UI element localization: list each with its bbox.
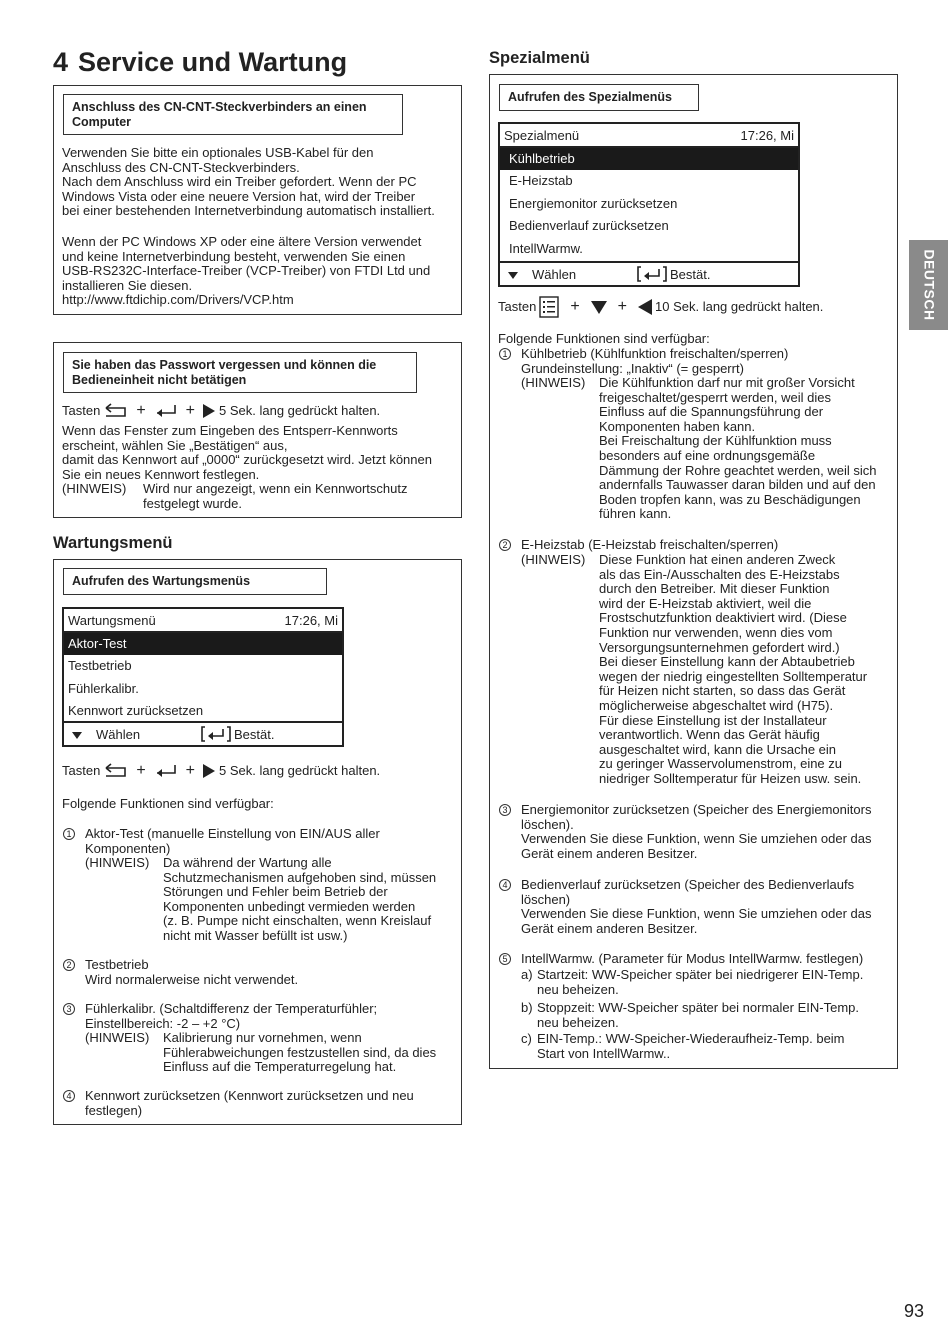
connect-paragraph-2: Wenn der PC Windows XP oder eine ältere Version verwendet und keine Internetverbindung besteht, verwenden Sie einen USB-RS232C-Interface-Treiber (VCP-Treiber) von FTDI Ltd und installieren Sie diesen. http://www.ftdichip.com/Drivers/VCP.htm [62, 234, 431, 308]
maintenance-item-4-text: Kennwort zurücksetzen (Kennwort zurücksetzen und neu festlegen) [85, 1088, 414, 1118]
language-tab-label: DEUTSCH [920, 249, 937, 321]
enter-key-icon [153, 403, 179, 419]
back-key-icon [103, 403, 129, 419]
maintenance-item-1-text: Aktor-Test (manuelle Einstellung von EIN/AUS aller Komponenten) [85, 826, 380, 856]
screen-header [64, 609, 342, 633]
item-number-badge: 3 [499, 804, 511, 816]
menu-item-energiemonitor[interactable]: Energiemonitor zurücksetzen [509, 195, 678, 211]
password-key-combo [62, 403, 380, 419]
confirm-label: Bestät. [234, 727, 275, 742]
screen-time: 17:26, Mi [284, 613, 338, 628]
special-item-5a-label: a) [521, 967, 533, 982]
down-arrow-key-icon [591, 300, 607, 314]
plus-sign: + [185, 761, 195, 779]
connect-heading: Anschluss des CN-CNT-Steckverbinders an einen Computer [63, 94, 403, 135]
select-label: Wählen [96, 727, 141, 742]
special-item-4-text: Bedienverlauf zurücksetzen (Speicher des Bedienverlaufs löschen) Verwenden Sie diese Funktion, wenn Sie umziehen oder das Gerät einem anderen Besitzer. [521, 877, 872, 936]
page-title [53, 47, 347, 77]
menu-item-kennwort-zuruecksetzen[interactable]: Kennwort zurücksetzen [68, 703, 204, 719]
special-item-5b-label: b) [521, 1000, 533, 1015]
menu-item-testbetrieb[interactable]: Testbetrieb [68, 658, 132, 674]
maintenance-item-2-text: Testbetrieb Wird normalerweise nicht verwendet. [85, 957, 299, 987]
down-arrow-icon [72, 732, 82, 739]
maintenance-menu-screen [62, 607, 344, 747]
confirm-enter-icon [201, 726, 231, 742]
plus-sign: + [617, 297, 627, 315]
special-item-1-hint-label: (HINWEIS) [521, 375, 586, 390]
item-number-badge: 4 [63, 1090, 75, 1102]
special-item-2-text: E-Heizstab (E-Heizstab freischalten/sperren) [521, 537, 779, 552]
down-arrow-icon [508, 272, 518, 279]
maintenance-item-3-text: Fühlerkalibr. (Schaltdifferenz der Temperaturfühler; Einstellbereich: -2 – +2 °C) [85, 1001, 378, 1031]
select-label: Wählen [532, 267, 577, 282]
maintenance-item-3-hint-label: (HINWEIS) [85, 1030, 150, 1045]
menu-item-aktor-test[interactable]: Aktor-Test [64, 633, 342, 655]
menu-item-e-heizstab[interactable]: E-Heizstab [509, 173, 573, 189]
special-item-1-text: Kühlbetrieb (Kühlfunktion freischalten/sperren) Grundeinstellung: „Inaktiv“ (= gesperrt) [521, 346, 789, 376]
special-item-3-text: Energiemonitor zurücksetzen (Speicher des Energiemonitors löschen). Verwenden Sie diese Funktion, wenn Sie umziehen oder das Gerät einem anderen Besitzer. [521, 802, 872, 861]
item-number-badge: 5 [499, 953, 511, 965]
special-menu-screen [498, 122, 800, 287]
keys-suffix: 5 Sek. lang gedrückt halten. [219, 762, 381, 778]
maintenance-heading: Aufrufen des Wartungsmenüs [63, 568, 327, 595]
maintenance-item-1-hint-label: (HINWEIS) [85, 855, 150, 870]
password-hint-label: (HINWEIS) [62, 481, 127, 496]
password-hint-text: Wird nur angezeigt, wenn ein Kennwortschutz festgelegt wurde. [143, 481, 408, 511]
screen-time: 17:26, Mi [740, 128, 794, 143]
plus-sign: + [570, 297, 580, 315]
item-number-badge: 3 [63, 1003, 75, 1015]
plus-sign: + [136, 401, 146, 419]
keys-prefix: Tasten [62, 762, 101, 778]
right-arrow-key-icon [202, 404, 216, 418]
password-body: Wenn das Fenster zum Eingeben des Entsperr-Kennworts erscheint, wählen Sie „Bestätigen“ aus, damit das Kennwort auf „0000“ zurückgesetzt wird. Jetzt können Sie ein neues Kennwort festlegen. [62, 423, 432, 482]
confirm-label: Bestät. [670, 267, 711, 282]
special-heading: Aufrufen des Spezialmenüs [499, 84, 699, 111]
keys-prefix: Tasten [62, 402, 101, 418]
menu-item-fuehlerkalibr[interactable]: Fühlerkalibr. [68, 680, 139, 696]
maintenance-item-3-hint: Kalibrierung nur vornehmen, wenn Fühlerabweichungen festzustellen sind, da dies Einfluss auf die Temperaturregelung hat. [163, 1030, 437, 1075]
maintenance-item-1-hint: Da während der Wartung alle Schutzmechanismen aufgehoben sind, müssen Störungen und Fehler beim Betrieb der Komponenten unbedingt vermieden werden (z. B. Pumpe nicht einschalten, wenn Kreislauf nicht mit Wasser befüllt ist usw.) [163, 855, 437, 943]
item-number-badge: 2 [499, 539, 511, 551]
keys-suffix: 10 Sek. lang gedrückt halten. [655, 298, 824, 314]
menu-item-kuehlbetrieb[interactable]: Kühlbetrieb [500, 148, 798, 170]
screen-footer [500, 261, 798, 285]
page-number: 93 [903, 1301, 924, 1321]
item-number-badge: 1 [63, 828, 75, 840]
item-number-badge: 2 [63, 959, 75, 971]
special-item-5c-text: EIN-Temp.: WW-Speicher-Wiederaufheiz-Temp. beim Start von IntellWarmw.. [537, 1031, 845, 1061]
special-item-5c-label: c) [521, 1031, 532, 1046]
connect-paragraph-1: Verwenden Sie bitte ein optionales USB-Kabel für den Anschluss des CN-CNT-Steckverbinders. Nach dem Anschluss wird ein Treiber gefordert. Wenn der PC Windows Vista oder eine neuere Version hat, wird der Treiber bei einer bestehenden Internetverbindung automatisch installiert. [62, 145, 435, 219]
screen-header [500, 124, 798, 148]
chapter-title: Service und Wartung [78, 47, 348, 77]
special-item-2-hint-label: (HINWEIS) [521, 552, 586, 567]
maintenance-intro: Folgende Funktionen sind verfügbar: [62, 796, 274, 811]
keys-suffix: 5 Sek. lang gedrückt halten. [219, 402, 381, 418]
special-section-title: Spezialmenü [489, 49, 590, 67]
password-heading: Sie haben das Passwort vergessen und können die Bedieneinheit nicht betätigen [63, 352, 417, 393]
special-item-5a-text: Startzeit: WW-Speicher später bei niedrigerer EIN-Temp. neu beheizen. [537, 967, 864, 997]
special-item-5-text: IntellWarmw. (Parameter für Modus IntellWarmw. festlegen) [521, 951, 864, 966]
keys-prefix: Tasten [498, 298, 537, 314]
menu-key-icon [539, 296, 559, 318]
confirm-enter-icon [637, 266, 667, 282]
plus-sign: + [136, 761, 146, 779]
menu-item-intellwarmw[interactable]: IntellWarmw. [509, 240, 583, 256]
item-number-badge: 1 [499, 348, 511, 360]
left-arrow-key-icon [638, 299, 652, 315]
chapter-number: 4 [53, 47, 69, 77]
back-key-icon [103, 763, 129, 779]
maintenance-section-title: Wartungsmenü [53, 534, 173, 552]
special-key-combo [498, 296, 823, 318]
item-number-badge: 4 [499, 879, 511, 891]
special-item-2-hint: Diese Funktion hat einen anderen Zweck als das Ein-/Ausschalten des E-Heizstabs durch den Betreiber. Mit dieser Funktion wird der E-Heizstab aktiviert, weil die Frostschutzfunktion deaktiviert wird. (Diese Funktion nur verwenden, wenn dies vom Versorgungsunternehmen gefordert wird.) Bei dieser Einstellung kann der Abtaubetrieb wegen der niedrig eingestellten Solltemperatur für Heizen nicht starten, so dass das Gerät möglicherweise abgeschaltet wird (H75). Für diese Einstellung ist der Installateur verantwortlich. Wenn das Gerät häufig ausgeschaltet wird, kann die Ursache ein zu geringer Wasservolumenstrom, eine zu niedriger Solltemperatur für Heizen usw. sein. [599, 552, 868, 786]
screen-footer [64, 721, 342, 745]
screen-title: Spezialmenü [504, 128, 580, 143]
special-intro: Folgende Funktionen sind verfügbar: [498, 331, 710, 346]
special-item-5b-text: Stoppzeit: WW-Speicher später bei normaler EIN-Temp. neu beheizen. [537, 1000, 859, 1030]
special-item-1-hint: Die Kühlfunktion darf nur mit großer Vorsicht freigeschaltet/gesperrt werden, weil dies Einfluss auf die Spannungsführung der Komponenten haben kann. Bei Freischaltung der Kühlfunktion muss besonders auf eine ordnungsgemäße Dämmung der Rohre geachtet werden, weil sich andernfalls Tauwasser daran bilden und auf den Boden tropfen kann, was zu Beschädigungen führen kann. [599, 375, 877, 522]
enter-key-icon [153, 763, 179, 779]
menu-item-bedienverlauf[interactable]: Bedienverlauf zurücksetzen [509, 218, 669, 234]
language-tab [909, 240, 948, 330]
maintenance-key-combo [62, 763, 380, 779]
plus-sign: + [185, 401, 195, 419]
right-arrow-key-icon [202, 764, 216, 778]
screen-title: Wartungsmenü [68, 613, 156, 628]
